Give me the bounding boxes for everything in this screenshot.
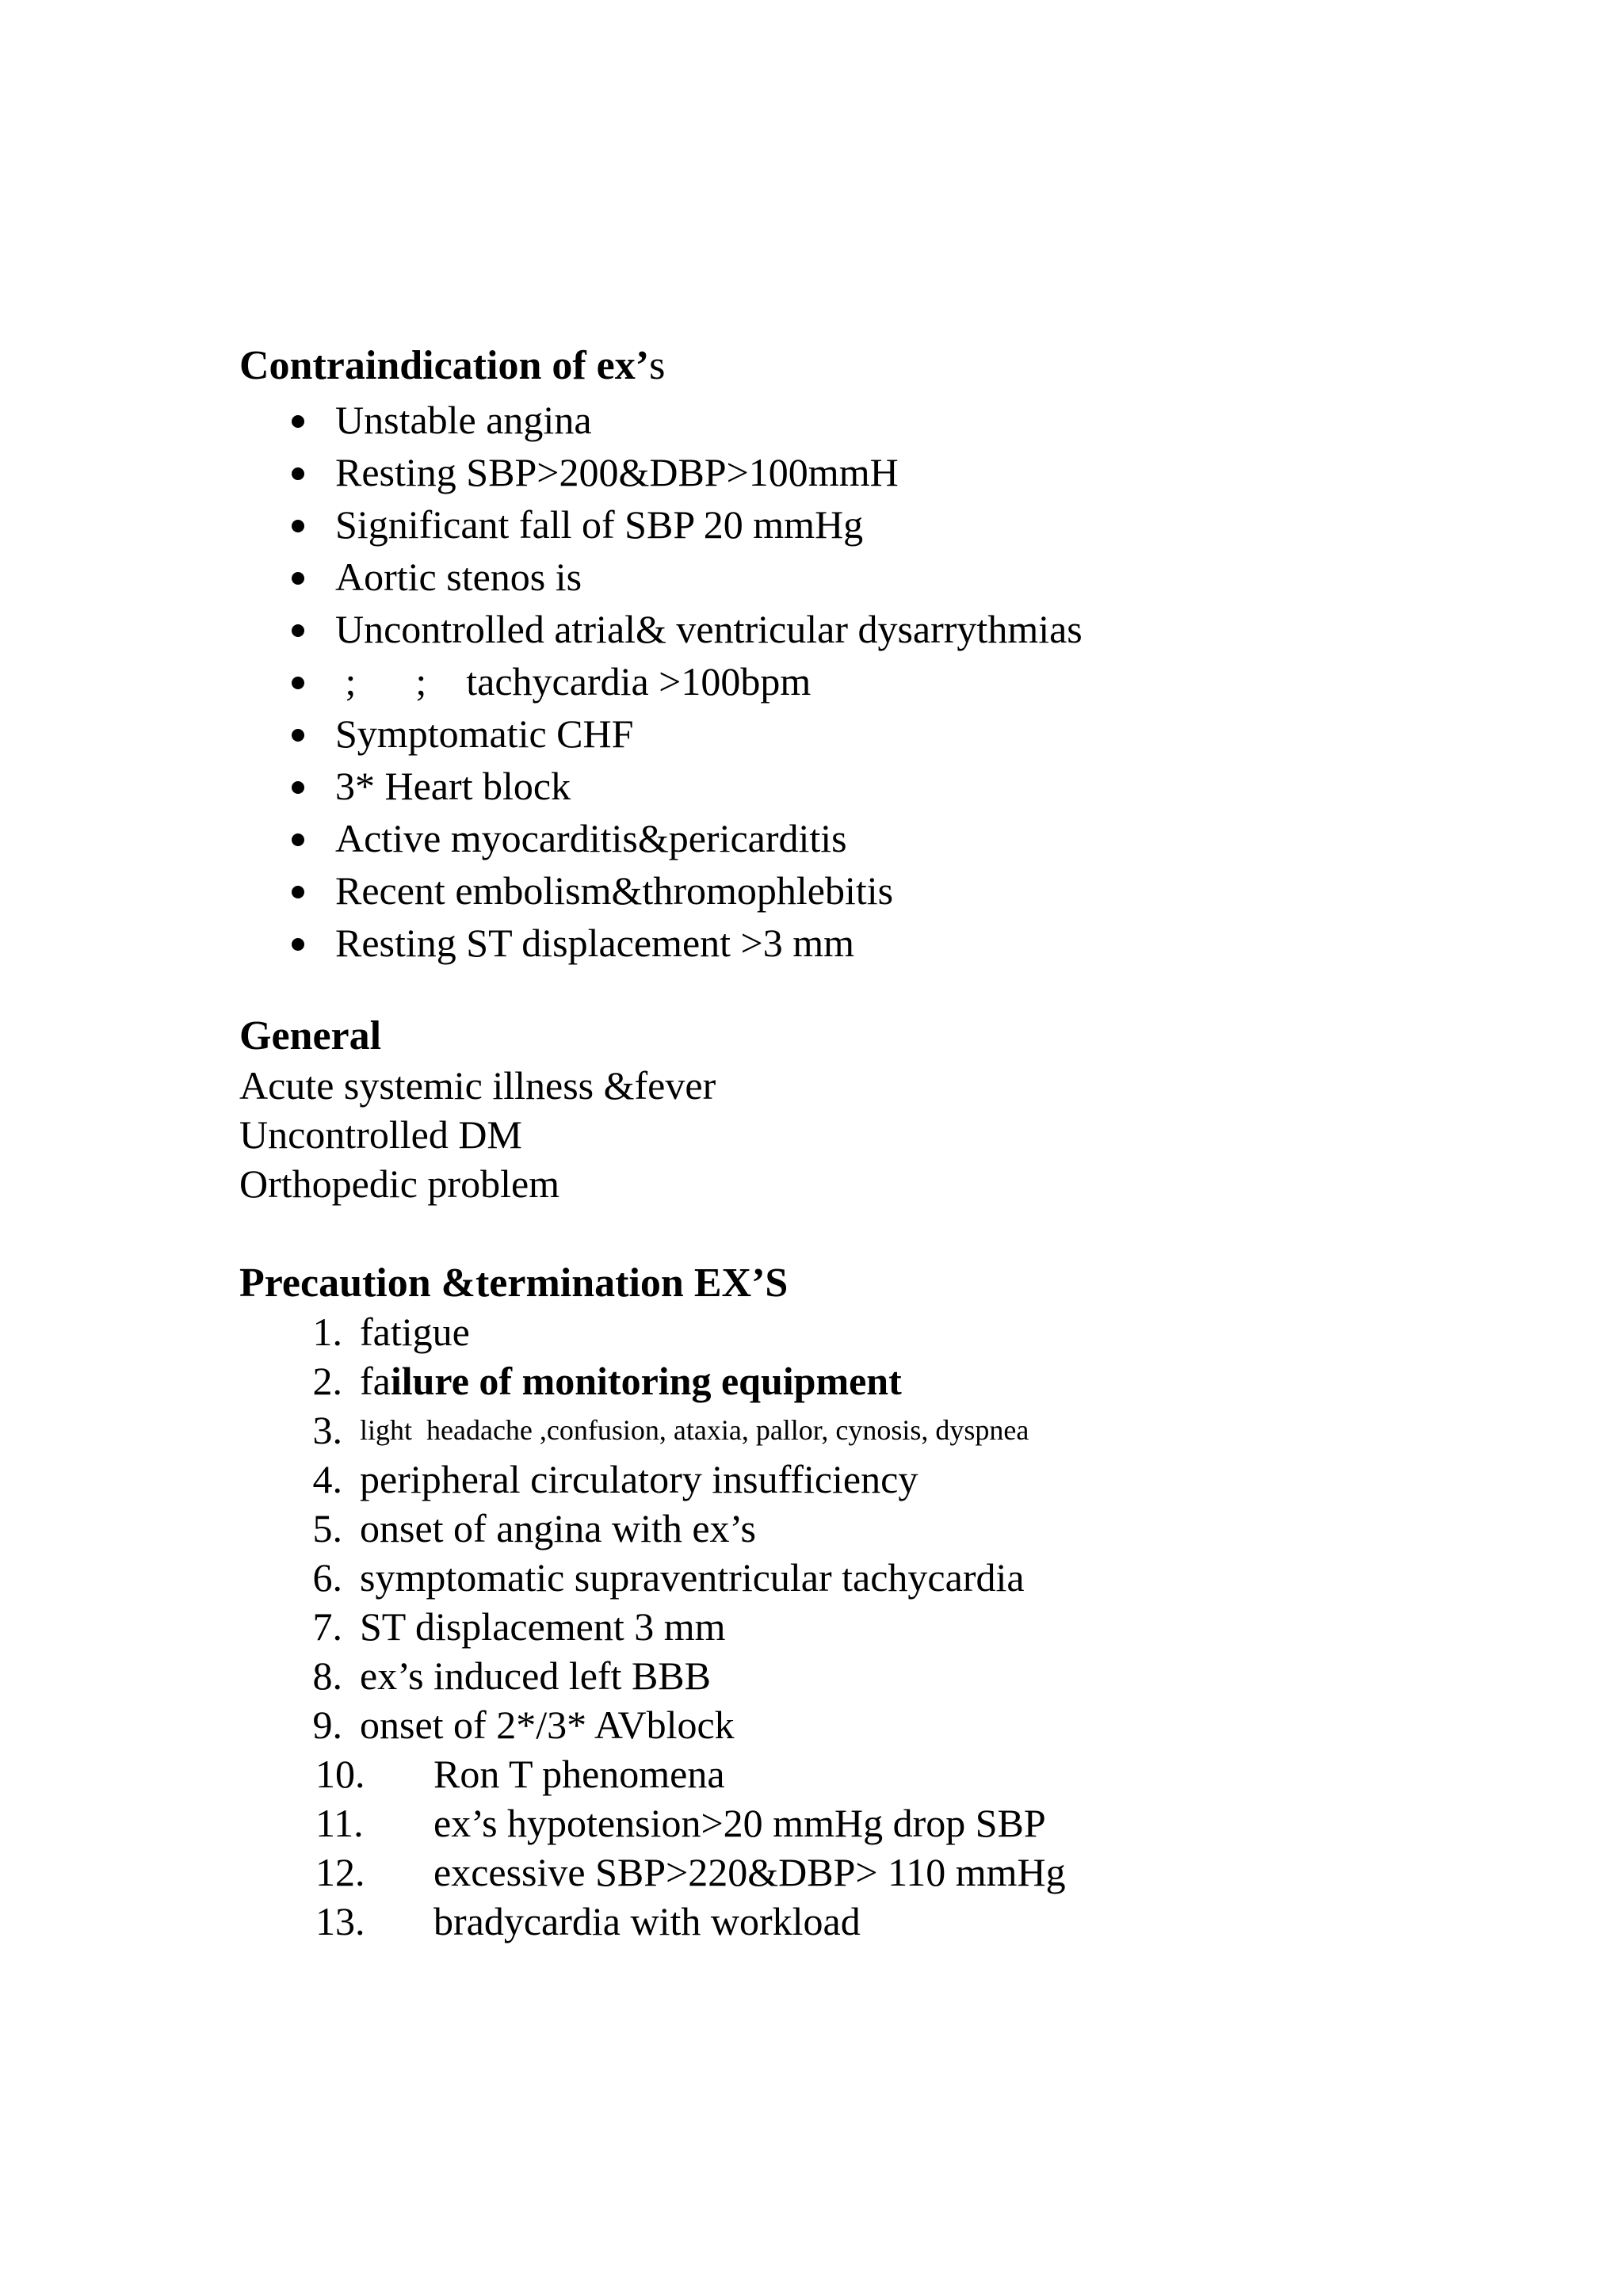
list-item-number: 5. bbox=[312, 1506, 342, 1550]
list-item-number: 12. bbox=[315, 1850, 365, 1894]
list-item-text-normal: fa bbox=[360, 1359, 391, 1403]
bullet-icon bbox=[292, 781, 304, 794]
list-item-text bbox=[360, 1356, 902, 1405]
list-item-text: symptomatic supraventricular tachycardia bbox=[360, 1555, 1025, 1600]
list-item-text: ST displacement 3 mm bbox=[360, 1604, 726, 1649]
list-item-text: fatigue bbox=[360, 1310, 470, 1354]
list-item-text: Unstable angina bbox=[335, 398, 592, 442]
list-item-text: Resting SBP>200&DBP>100mmH bbox=[335, 450, 899, 494]
list-item-text: Active myocarditis&pericarditis bbox=[335, 816, 847, 860]
list-item-text: Symptomatic CHF bbox=[335, 711, 634, 756]
list-item-text: Uncontrolled atrial& ventricular dysarrythmias bbox=[335, 607, 1083, 651]
bullet-icon bbox=[292, 833, 304, 846]
bullet-icon bbox=[292, 624, 304, 637]
list-item-text: onset of angina with ex’s bbox=[360, 1506, 756, 1550]
list-item-text: Significant fall of SBP 20 mmHg bbox=[335, 502, 864, 547]
list-item-number: 4. bbox=[312, 1457, 342, 1501]
general-heading-text: General bbox=[239, 1013, 382, 1058]
bullet-icon bbox=[292, 520, 304, 532]
bullet-icon bbox=[292, 729, 304, 742]
list-item-text: peripheral circulatory insufficiency bbox=[360, 1457, 918, 1501]
list-item-text: Recent embolism&thromophlebitis bbox=[335, 868, 894, 913]
list-item-number: 1. bbox=[312, 1310, 342, 1354]
general-line: Uncontrolled DM bbox=[239, 1112, 522, 1157]
list-item-number: 7. bbox=[312, 1604, 342, 1649]
list-item-number: 9. bbox=[312, 1703, 342, 1747]
precaution-heading-text: Precaution &termination EX’S bbox=[239, 1261, 789, 1306]
general-heading bbox=[239, 1012, 381, 1061]
list-item-text: ex’s induced left BBB bbox=[360, 1653, 711, 1698]
list-item-text: Resting ST displacement >3 mm bbox=[335, 921, 855, 965]
bullet-icon bbox=[292, 572, 304, 585]
list-item-text: onset of 2*/3* AVblock bbox=[360, 1703, 735, 1747]
bullet-icon bbox=[292, 886, 304, 898]
contraindication-heading bbox=[239, 341, 665, 391]
bullet-icon bbox=[292, 938, 304, 951]
list-item-number: 8. bbox=[312, 1653, 342, 1698]
list-item-text-bold: ilure of monitoring equipment bbox=[390, 1359, 902, 1403]
list-item-number: 6. bbox=[312, 1555, 342, 1600]
general-line: Orthopedic problem bbox=[239, 1161, 560, 1206]
list-item-number: 11. bbox=[315, 1801, 364, 1845]
list-item-number: 3. bbox=[312, 1408, 342, 1452]
general-lines bbox=[239, 1061, 716, 1208]
list-item-text: ; ; tachycardia >100bpm bbox=[335, 659, 812, 704]
list-item-number: 10. bbox=[315, 1752, 365, 1796]
list-item-text: bradycardia with workload bbox=[433, 1899, 861, 1943]
bullet-icon bbox=[292, 415, 304, 428]
bullet-icon bbox=[292, 677, 304, 689]
list-item-text: ex’s hypotension>20 mmHg drop SBP bbox=[433, 1801, 1046, 1845]
list-item-text: 3* Heart block bbox=[335, 764, 571, 808]
list-item-text: Aortic stenos is bbox=[335, 555, 582, 599]
list-item-text: light headache ,confusion, ataxia, pallor, cynosis, dyspnea bbox=[360, 1414, 1029, 1446]
list-item-text: excessive SBP>220&DBP> 110 mmHg bbox=[433, 1850, 1066, 1894]
list-item-text: Ron T phenomena bbox=[433, 1752, 725, 1796]
list-item-number: 13. bbox=[315, 1899, 365, 1943]
list-item-number: 2. bbox=[312, 1359, 342, 1403]
contraindication-heading-suffix: s bbox=[649, 343, 666, 388]
bullet-icon bbox=[292, 467, 304, 480]
precaution-heading bbox=[239, 1259, 788, 1308]
general-line: Acute systemic illness &fever bbox=[239, 1063, 716, 1108]
contraindication-heading-bold: Contraindication of ex’ bbox=[239, 343, 650, 388]
